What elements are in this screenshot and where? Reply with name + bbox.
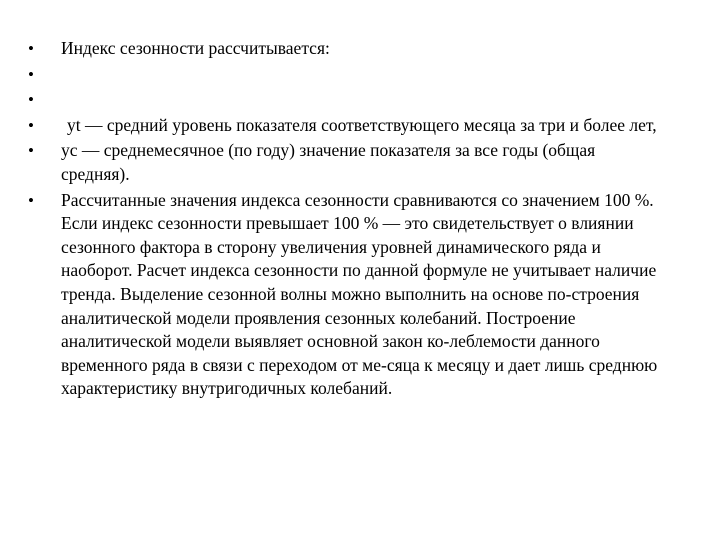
- bullet-text: [61, 63, 668, 87]
- bullet-list: [28, 37, 668, 401]
- bullet-item-empty-2: [28, 88, 668, 112]
- bullet-item-yc-definition: [28, 139, 668, 186]
- bullet-item-index-definition: [28, 37, 668, 61]
- bullet-icon: •: [28, 190, 34, 210]
- bullet-text: Рассчитанные значения индекса сезонности сравниваются со значением 100 %. Если индекс сезонности превышает 100 % — это свидетельствует о влиянии сезонного фактора в сторону увеличения уровней динамического ряда и наоборот. Расчет индекса сезонности по данной формуле не учитывает наличие тренда. Выделение сезонной волны можно выполнить на основе по-строения аналитической модели проявления сезонных колебаний. Построение аналитической модели выявляет основной закон ко-леблемости данного временного ряда в связи с переходом от ме-сяца к месяцу и дает лишь среднюю характеристику внутригодичных колебаний.: [61, 189, 658, 399]
- bullet-text: Индекс сезонности рассчитывается:: [61, 38, 330, 58]
- bullet-text: yc — среднемесячное (по году) значение показателя за все годы (общая средняя).: [61, 140, 596, 184]
- bullet-item-empty-1: [28, 63, 668, 87]
- bullet-icon: •: [28, 64, 34, 84]
- bullet-icon: •: [28, 115, 34, 135]
- bullet-text: yt — средний уровень показателя соответствующего месяца за три и более лет,: [67, 114, 657, 135]
- bullet-icon: •: [28, 90, 34, 110]
- bullet-icon: •: [28, 141, 34, 161]
- bullet-item-interpretation: [28, 189, 668, 401]
- bullet-icon: •: [28, 39, 34, 58]
- bullet-text: [61, 88, 668, 112]
- bullet-item-yt-definition: [28, 114, 668, 138]
